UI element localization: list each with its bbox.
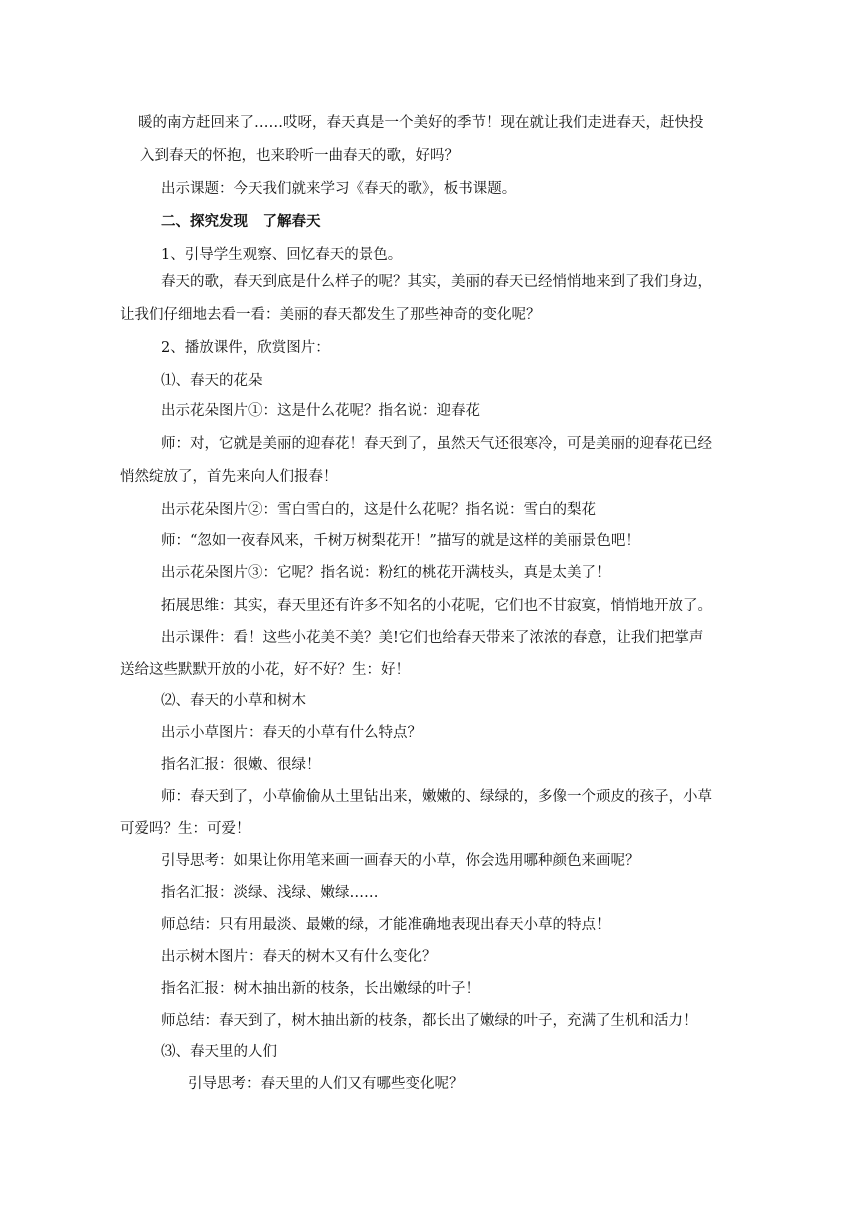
paragraph-line: 1、引导学生观察、回忆春天的景色。 [161,247,403,263]
paragraph-line: 出示树木图片：春天的树木又有什么变化？ [161,949,437,965]
section-heading: 二、探究发现 了解春天 [161,214,321,230]
paragraph-line: 出示花朵图片③：它呢？指名说：粉红的桃花开满枝头，真是太美了！ [161,565,611,581]
paragraph-line: 春天的歌，春天到底是什么样子的呢？其实，美丽的春天已经悄悄地来到了我们身边， [161,274,712,290]
paragraph-line: 出示课题：今天我们就来学习《春天的歌》，板书课题。 [161,181,517,197]
paragraph-line: 2、播放课件，欣赏图片： [161,340,330,356]
subheading-line: ⑴、春天的花朵 [161,373,263,389]
paragraph-line: 拓展思维：其实，春天里还有许多不知名的小花呢，它们也不甘寂寞，悄悄地开放了。 [161,598,712,614]
paragraph-line: 指名汇报：树木抽出新的枝条，长出嫩绿的叶子！ [161,981,480,997]
paragraph-line: 师总结：只有用最淡、最嫩的绿，才能准确地表现出春天小草的特点！ [161,917,611,933]
paragraph-line: 出示花朵图片②：雪白雪白的，这是什么花呢？指名说：雪白的梨花 [161,502,596,518]
paragraph-line: 师总结：春天到了，树木抽出新的枝条，都长出了嫩绿的叶子，充满了生机和活力！ [161,1013,698,1029]
paragraph-line: 出示花朵图片①：这是什么花呢？指名说：迎春花 [161,403,480,419]
paragraph-line: 送给这些默默开放的小花，好不好？生：好！ [120,662,410,678]
subheading-line: ⑵、春天的小草和树木 [161,693,306,709]
paragraph-line: 让我们仔细地去看一看：美丽的春天都发生了那些神奇的变化呢？ [120,307,541,323]
paragraph-line: 师：春天到了，小草偷偷从土里钻出来，嫩嫩的、绿绿的，多像一个顽皮的孩子，小草 [161,789,712,805]
paragraph-line: 引导思考：如果让你用笔来画一画春天的小草，你会选用哪种颜色来画呢？ [161,853,640,869]
paragraph-line: 师：对，它就是美丽的迎春花！春天到了，虽然天气还很寒冷，可是美丽的迎春花已经 [161,436,712,452]
paragraph-line: 出示小草图片：春天的小草有什么特点？ [161,725,422,741]
paragraph-line: 指名汇报：淡绿、浅绿、嫩绿…… [161,885,379,901]
paragraph-line: 引导思考：春天里的人们又有哪些变化呢？ [188,1076,464,1092]
subheading-line: ⑶、春天里的人们 [161,1044,277,1060]
paragraph-line: 悄然绽放了，首先来向人们报春！ [120,469,338,485]
paragraph-line: 指名汇报：很嫩、很绿！ [161,757,321,773]
paragraph-line: 可爱吗？生：可爱！ [120,821,251,837]
paragraph-line: 出示课件：看！这些小花美不美？美!它们也给春天带来了浓浓的春意，让我们把掌声 [161,630,704,646]
paragraph-line: 师：“忽如一夜春风来，千树万树梨花开！”描写的就是这样的美丽景色吧！ [161,533,640,549]
paragraph-line: 暖的南方赶回来了……哎呀，春天真是一个美好的季节！现在就让我们走进春天，赶快投 [138,115,704,131]
paragraph-line: 入到春天的怀抱，也来聆听一曲春天的歌，好吗？ [140,148,459,164]
